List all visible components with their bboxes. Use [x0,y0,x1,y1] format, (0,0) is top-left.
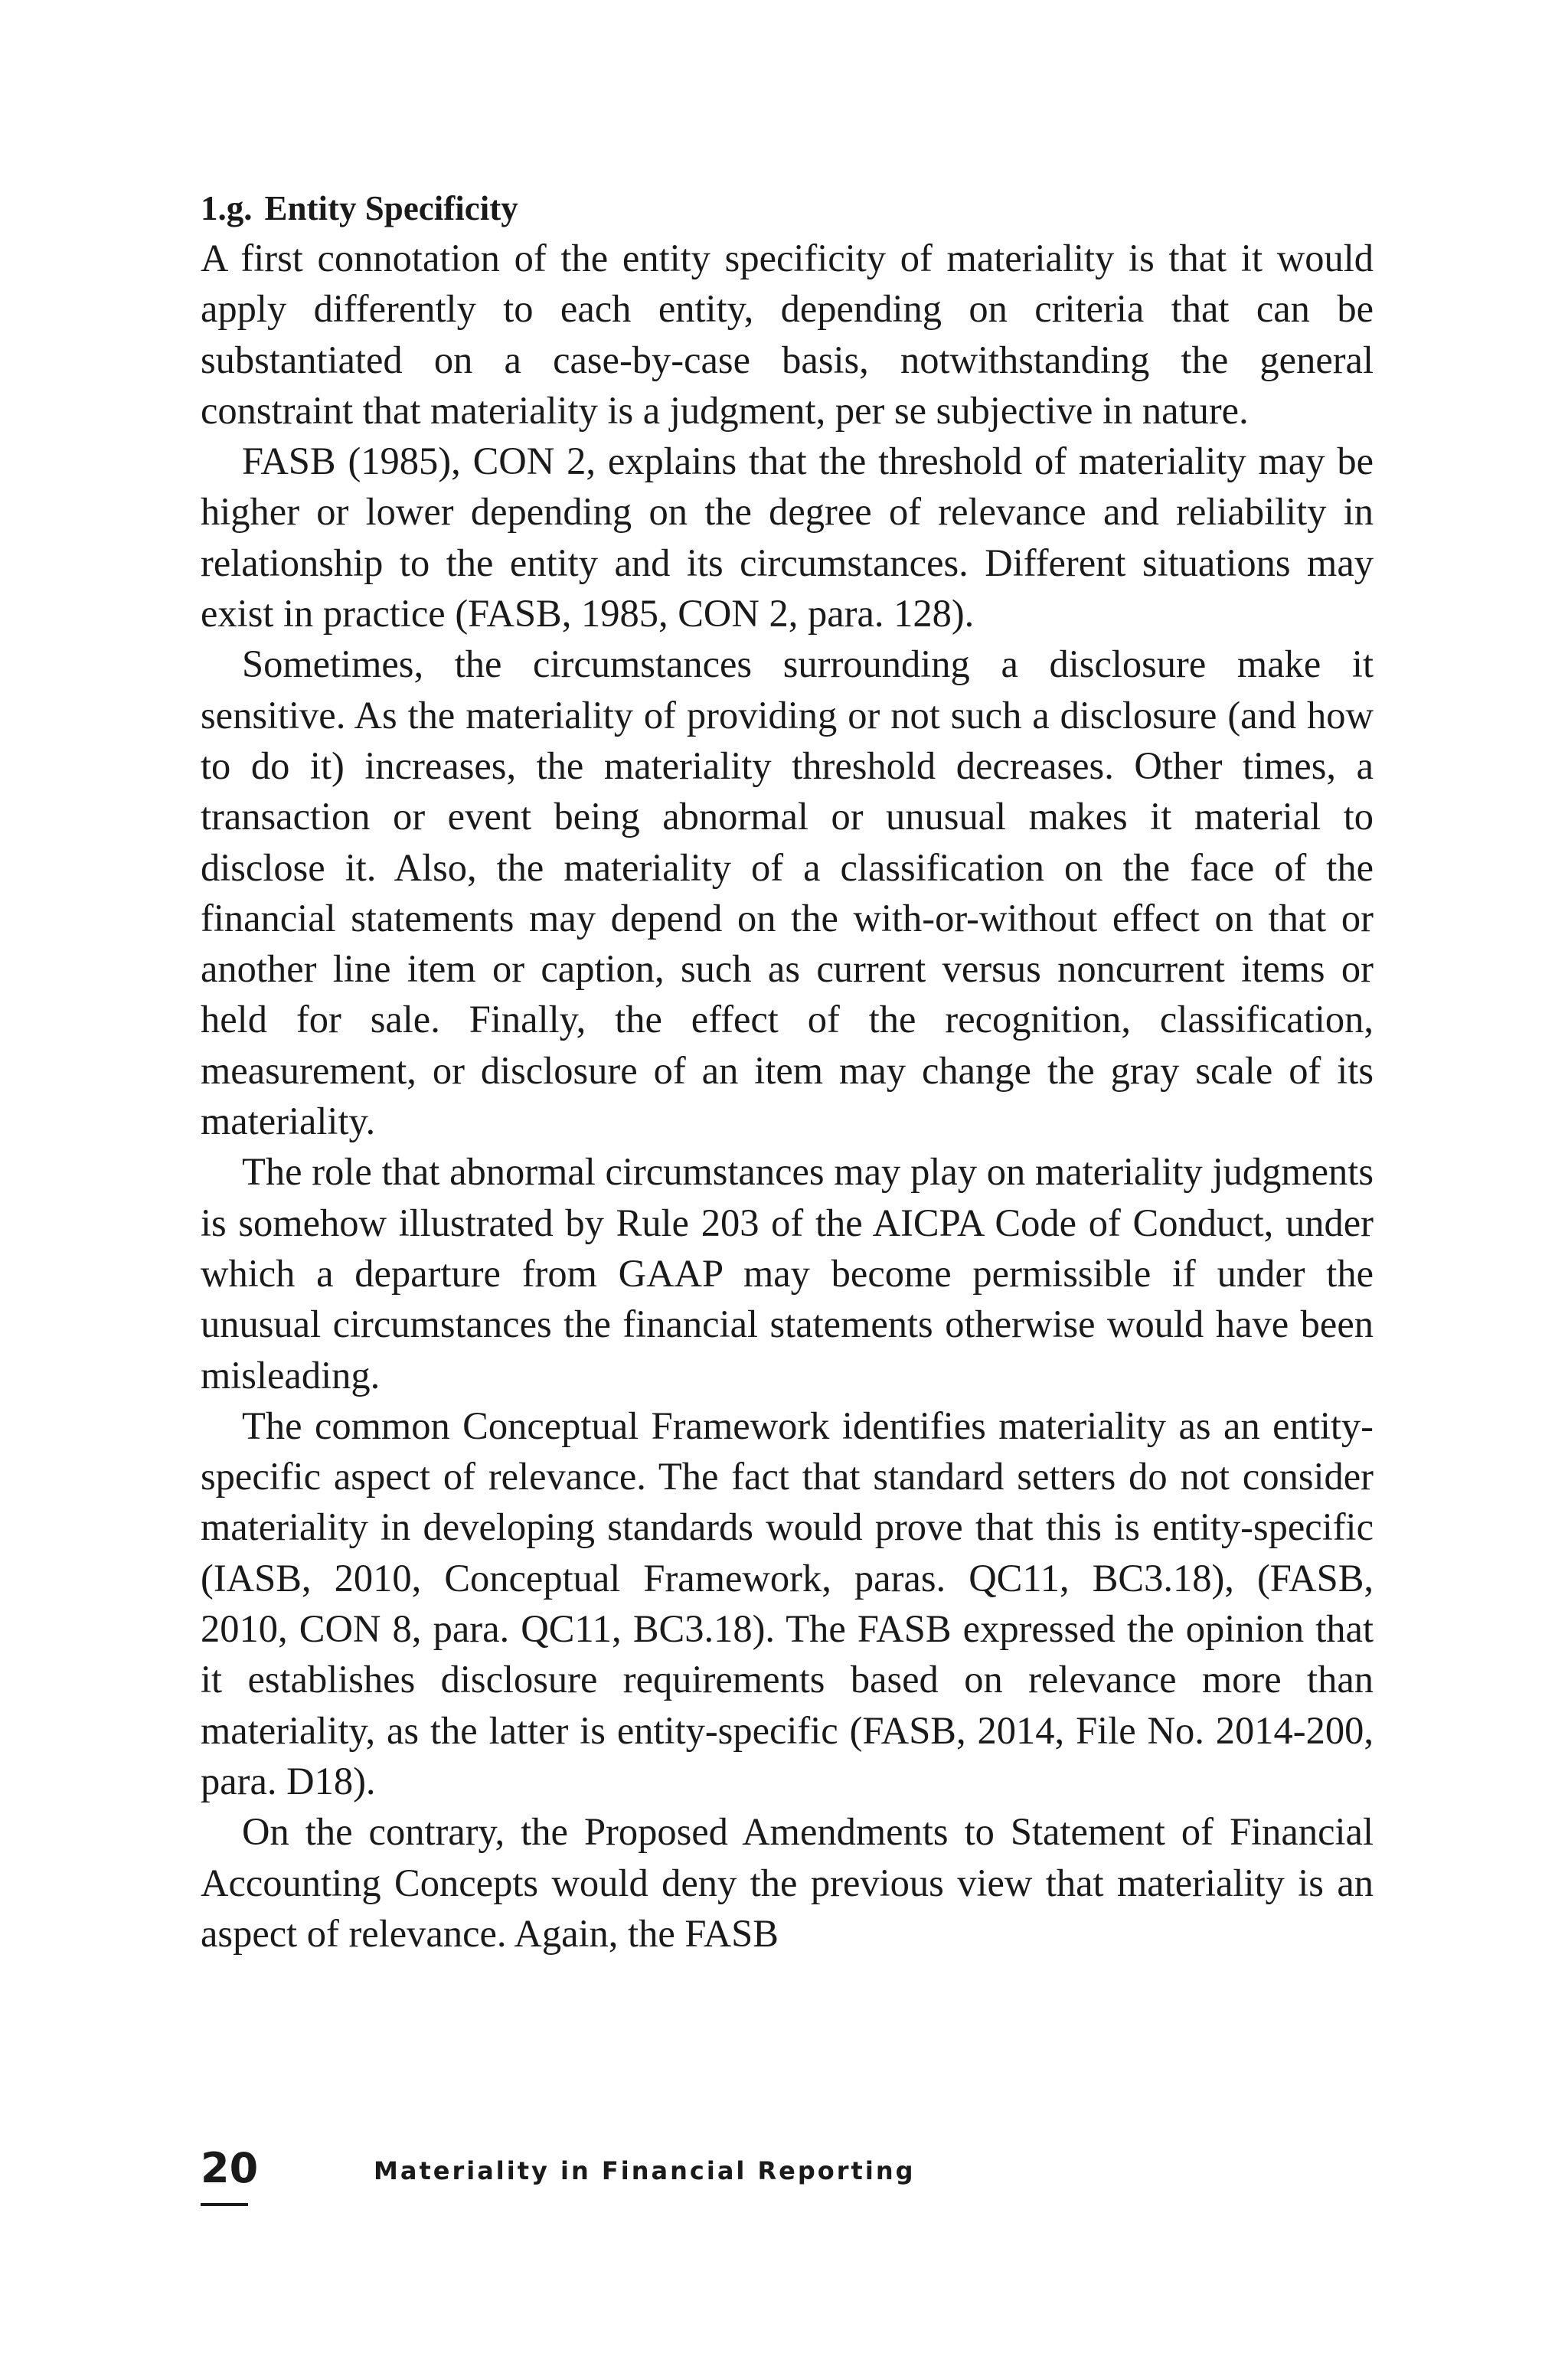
section-heading [201,184,1374,233]
page-body [201,184,1374,1959]
paragraph-2: FASB (1985), CON 2, explains that the threshold of materiality may be higher or lower depending on the degree of relevance and reliability in relationship to the entity and its circumstances. Different situations may exist in practice (FASB, 1985, CON 2, para. 128). [201,440,1374,636]
paragraph-6: On the contrary, the Proposed Amendments to Statement of Financial Accounting Concepts would deny the previous view that materiality is an aspect of relevance. Again, the FASB [201,1810,1374,1955]
page-number: 20 [201,2144,259,2192]
paragraph-4: The role that abnormal circumstances may play on materiality judgments is somehow illustrated by Rule 203 of the AICPA Code of Conduct, under which a departure from GAAP may become permissible if under the unusual circumstances the financial statements otherwise would have been misleading. [201,1150,1374,1397]
section-title: Entity Specificity [264,189,518,227]
paragraph-5: The common Conceptual Framework identifies materiality as an entity-specific aspect of relevance. The fact that standard setters do not consider materiality in developing standards would prove that this is entity-specific (IASB, 2010, Conceptual Framework, paras. QC11, BC3.18), (FASB, 2010, CON 8, para. QC11, BC3.18). The FASB expressed the opinion that it establishes disclosure requirements based on relevance more than materiality, as the latter is entity-specific (FASB, 2014, File No. 2014-200, para. D18). [201,1404,1374,1802]
section-number: 1.g. [201,189,253,227]
paragraph-3: Sometimes, the circumstances surrounding a disclosure make it sensitive. As the materiality of providing or not such a disclosure (and how to do it) increases, the materiality threshold decreases. Other times, a transaction or event being abnormal or unusual makes it material to disclose it. Also, the materiality of a classification on the face of the financial statements may depend on the with-or-without effect on that or another line item or caption, such as current versus noncurrent items or held for sale. Finally, the effect of the recognition, classification, measurement, or disclosure of an item may change the gray scale of its materiality. [201,642,1374,1143]
paragraph-1: A first connotation of the entity specificity of materiality is that it would apply differently to each entity, depending on criteria that can be substantiated on a case-by-case basis, notwithstanding the general constraint that materiality is a judgment, per se subjective in nature. [201,237,1374,432]
page-footer [201,2144,1374,2205]
page-number-rule [201,2203,248,2206]
running-title: Materiality in Financial Reporting [374,2156,916,2185]
